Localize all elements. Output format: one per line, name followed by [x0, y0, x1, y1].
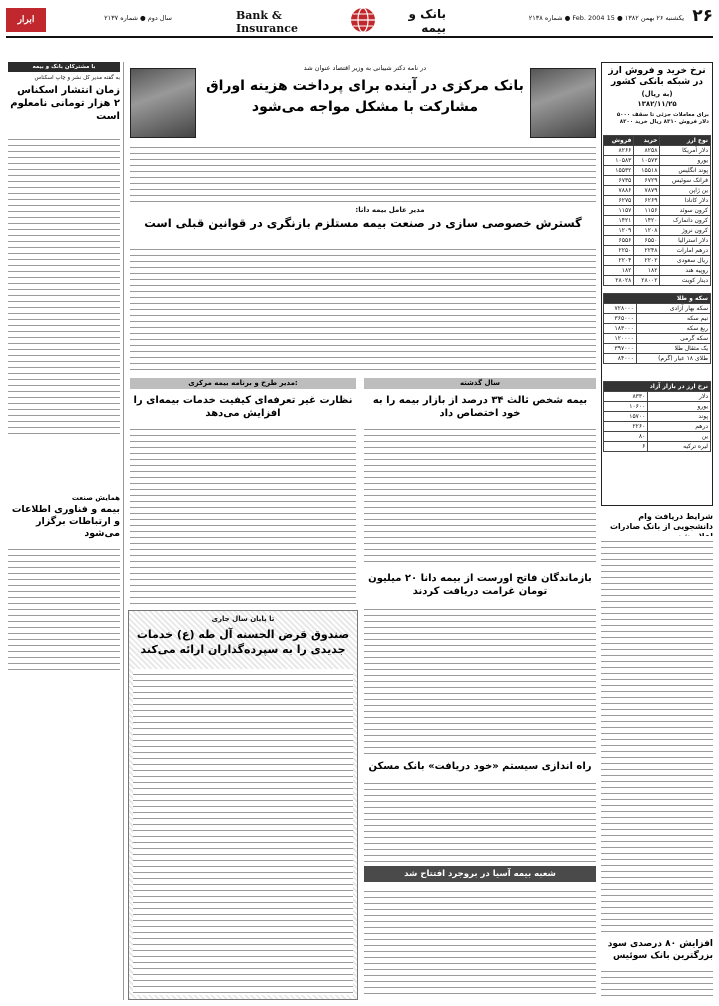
free-cell: ۱۰۶۰۰	[604, 402, 648, 412]
free-row	[604, 412, 711, 422]
rates-cell: ۲۲۰۲	[634, 256, 660, 266]
story5-headline: بازماندگان فاتح اورست از بیمه دانا ۲۰ میلیون تومان غرامت دریافت کردند	[368, 573, 592, 597]
story2-body	[130, 244, 596, 372]
page-number: ۲۶	[692, 6, 713, 26]
rates-cell: دینار کویت	[660, 276, 711, 286]
story3-body	[364, 424, 596, 564]
main-story-body	[130, 142, 596, 202]
free-row	[604, 392, 711, 402]
rates-row	[604, 186, 711, 196]
rates-cell: ۱۱۵۷	[604, 206, 634, 216]
free-cell: ۱۵۷۰۰	[604, 412, 648, 422]
globe-icon	[349, 6, 377, 34]
left-news2-body	[8, 544, 120, 674]
story8-body	[364, 886, 596, 998]
rates-cell: کرون سوئد	[660, 206, 711, 216]
story6-box	[128, 610, 358, 1000]
story3-headline: بیمه شخص ثالث ۳۴ درصد از بازار بیمه را به خود اختصاص داد	[372, 395, 588, 419]
story4-kicker-bar: مدیر طرح و برنامه بیمه مرکزی:	[130, 378, 356, 389]
rates-cell: ۲۲۴۸	[634, 246, 660, 256]
rates-cell: کرون نروژ	[660, 226, 711, 236]
story6-body	[133, 669, 353, 995]
rates-cell: دلار کانادا	[660, 196, 711, 206]
gold-row	[604, 324, 711, 334]
date-line: یکشنبه ۲۶ بهمن ۱۳۸۲ ● 15 Feb. 2004 ● شماره ۲۱۳۸	[528, 14, 684, 22]
rates-cell: ۷۸۷۹	[634, 186, 660, 196]
rates-cell: ۱۲۰۹	[604, 226, 634, 236]
free-cell: ۲۲۶۰	[604, 422, 648, 432]
story4-body	[130, 424, 356, 604]
free-market-table	[603, 381, 711, 452]
rates-cell: ۱۱۵۶	[634, 206, 660, 216]
gold-cell: ۸۴۰۰۰	[604, 354, 637, 364]
rates-cell: روپیه هند	[660, 266, 711, 276]
story2-kicker: مدیر عامل بیمه دانا:	[355, 206, 425, 214]
rates-cell: ۱۵۵۳۲	[604, 166, 634, 176]
gold-cell: نیم سکه	[636, 314, 710, 324]
story4-headline: نظارت غیر تعرفه‌ای کیفیت خدمات بیمه‌ای را افزایش می‌دهد	[133, 395, 353, 419]
gold-cell: طلای ۱۸ عیار (گرم)	[636, 354, 710, 364]
free-cell: ۸۳۳۰	[604, 392, 648, 402]
gold-cell: ۱۸۳۰۰۰	[604, 324, 637, 334]
rates-cell: دلار استرالیا	[660, 236, 711, 246]
left-story-kicker: به گفته مدیر کل نشر و چاپ اسکناس	[34, 75, 120, 81]
gold-cell: ۳۶۵۰۰۰	[604, 314, 637, 324]
gold-cell: سکه بهار آزادی	[636, 304, 710, 314]
newspaper-logo: ابرار اقتصادی	[6, 8, 46, 32]
rates-cell: ۶۲۶۹	[634, 196, 660, 206]
gold-cell: ۷۲۸۰۰۰	[604, 304, 637, 314]
left-news2-kicker: همایش صنعت	[71, 494, 120, 502]
gold-row	[604, 314, 711, 324]
story7-body	[364, 778, 596, 862]
ubs-body	[601, 966, 713, 996]
rates-row	[604, 156, 711, 166]
left-story-body	[8, 134, 120, 434]
gold-cell: سکه گرمی	[636, 334, 710, 344]
left-column-kicker: با مشترکان بانک و بیمه	[8, 62, 120, 72]
rates-cell: ۱۸۲	[634, 266, 660, 276]
free-row	[604, 432, 711, 442]
col-header-currency: نوع ارز	[660, 136, 711, 146]
story3-kicker-bar: سال گذشته	[364, 378, 596, 389]
story7-headline: راه اندازی سیستم «خود دریافت» بانک مسکن	[368, 761, 592, 772]
exchange-box-title: نرخ خرید و فروش ارز در شبکه بانکی کشور	[608, 66, 706, 87]
rates-cell: ۶۷۳۵	[604, 176, 634, 186]
free-cell: پوند	[648, 412, 711, 422]
free-row	[604, 402, 711, 412]
rates-cell: ۷۸۸۶	[604, 186, 634, 196]
rates-cell: کرون دانمارک	[660, 216, 711, 226]
story2-headline: گسترش خصوصی سازی در صنعت بیمه مستلزم بازنگری در قوانین قبلی است	[144, 216, 582, 230]
gold-cell: یک مثقال طلا	[636, 344, 710, 354]
exchange-rate-box	[601, 62, 713, 506]
rates-row	[604, 166, 711, 176]
dollar-note: برای معاملات جزئی تا سقف ۵۰۰۰ دلار فروش ۸۳۱۰ ریال خرید ۸۲۰۰	[616, 112, 709, 126]
free-market-title: نرخ ارز در بازار آزاد	[604, 382, 711, 392]
rates-cell: دلار آمریکا	[660, 146, 711, 156]
right-column	[601, 62, 713, 1000]
free-cell: درهم	[648, 422, 711, 432]
rates-cell: ۶۵۵۶	[604, 236, 634, 246]
rates-row	[604, 196, 711, 206]
rates-row	[604, 216, 711, 226]
rates-cell: ۱۰۵۸۳	[604, 156, 634, 166]
rates-row	[604, 206, 711, 216]
gold-table	[603, 293, 711, 364]
left-story-headline: زمان انتشار اسکناس ۲ هزار تومانی نامعلوم است	[10, 85, 120, 122]
section-title-en: Bank & Insurance	[236, 9, 298, 35]
rates-cell: ۱۸۲	[604, 266, 634, 276]
rates-cell: ریال سعودی	[660, 256, 711, 266]
issue-line: سال دوم ● شماره ۲۱۳۷	[104, 14, 172, 22]
gold-row	[604, 354, 711, 364]
exchange-box-date: ۱۳۸۲/۱۱/۲۵	[637, 100, 677, 108]
rates-row	[604, 256, 711, 266]
main-story-photo-left	[130, 68, 196, 138]
rates-cell: درهم امارات	[660, 246, 711, 256]
rates-cell: ۱۴۲۱	[604, 216, 634, 226]
story8-headline: شعبه بیمه آسیا در بروجرد افتتاح شد	[364, 866, 596, 882]
free-cell: ین	[648, 432, 711, 442]
rates-cell: ۱۴۲۰	[634, 216, 660, 226]
rates-cell: یورو	[660, 156, 711, 166]
header-rule	[6, 36, 713, 38]
rates-cell: ۲۸۰۰۲	[634, 276, 660, 286]
gold-row	[604, 334, 711, 344]
rates-row	[604, 276, 711, 286]
gold-row	[604, 304, 711, 314]
main-story-photo-right	[530, 68, 596, 138]
exchange-rate-table	[603, 135, 711, 286]
main-story-kicker: در نامه دکتر شیبانی به وزیر اقتصاد عنوان شد	[303, 64, 427, 72]
story5-body	[364, 604, 596, 754]
rates-cell: ۶۷۲۹	[634, 176, 660, 186]
gold-cell: ۱۲۰۰۰۰	[604, 334, 637, 344]
rates-cell: ۱۲۰۸	[634, 226, 660, 236]
free-cell: یورو	[648, 402, 711, 412]
rates-row	[604, 226, 711, 236]
rates-cell: فرانک سوئیس	[660, 176, 711, 186]
gold-row	[604, 344, 711, 354]
main-story-headline: بانک مرکزی در آینده برای پرداخت هزینه اوراق مشارکت با مشکل مواجه می‌شود	[206, 78, 524, 115]
exchange-box-unit: (به ریال)	[641, 90, 673, 98]
free-cell: ۶	[604, 442, 648, 452]
rates-cell: پوند انگلیس	[660, 166, 711, 176]
rates-cell: ۲۸۰۲۸	[604, 276, 634, 286]
rates-row	[604, 246, 711, 256]
rates-row	[604, 266, 711, 276]
free-cell: دلار	[648, 392, 711, 402]
rates-row	[604, 146, 711, 156]
page-header	[6, 6, 713, 54]
section-title-fa: بانک و بیمه	[408, 7, 446, 35]
free-cell: لیره ترکیه	[648, 442, 711, 452]
left-news2-headline: بیمه و فناوری اطلاعات و ارتباطات برگزار می‌شود	[11, 504, 120, 539]
gold-cell: ربع سکه	[636, 324, 710, 334]
rates-row	[604, 176, 711, 186]
student-loan-body	[601, 536, 713, 936]
col-header-sell: فروش	[604, 136, 634, 146]
left-column	[6, 62, 124, 1000]
gold-cell: ۳۹۷۰۰۰	[604, 344, 637, 354]
free-cell: ۸۰	[604, 432, 648, 442]
col-header-buy: خرید	[634, 136, 660, 146]
rates-cell: ۶۲۷۵	[604, 196, 634, 206]
story6-headline: صندوق قرض الحسنه آل طه (ع) خدمات جدیدی را به سپرده‌گذاران ارائه می‌کند	[136, 628, 350, 656]
rates-cell: ۶۵۵۰	[634, 236, 660, 246]
story6-kicker: تا پایان سال جاری	[211, 615, 275, 623]
rates-cell: ۱۰۵۷۳	[634, 156, 660, 166]
rates-cell: ۲۲۰۴	[604, 256, 634, 266]
rates-cell: ین ژاپن	[660, 186, 711, 196]
free-row	[604, 442, 711, 452]
gold-table-title: سکه و طلا	[604, 294, 711, 304]
rates-row	[604, 236, 711, 246]
rates-cell: ۸۲۵۸	[634, 146, 660, 156]
ubs-headline: افزایش ۸۰ درصدی سود بزرگترین بانک سوئیس	[607, 939, 713, 961]
rates-cell: ۲۲۵۰	[604, 246, 634, 256]
student-loan-headline: شرایط دریافت وام دانشجویی از بانک صادرات	[609, 512, 713, 531]
rates-cell: ۸۲۶۶	[604, 146, 634, 156]
rates-cell: ۱۵۵۱۸	[634, 166, 660, 176]
free-row	[604, 422, 711, 432]
